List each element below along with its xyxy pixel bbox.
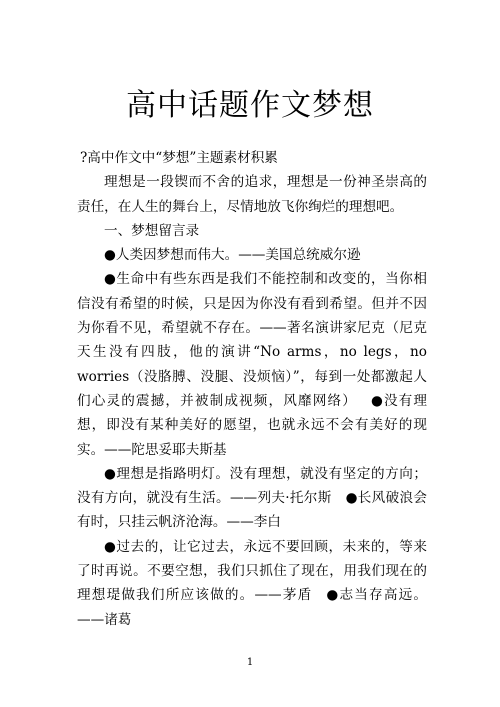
- quote-item-6: ●过去的，让它过去，永远不要回顾，未来的，等来了时再说。不要空想，我们只抓住了现在，用我们现在的理想瑅做我们所应该做的。——茅盾: [77, 538, 427, 604]
- document-body: [77, 146, 427, 632]
- quote-paragraph: [77, 462, 427, 535]
- page-number: 1: [246, 657, 254, 668]
- section-heading: 一、梦想留言录: [104, 222, 200, 239]
- quote-item-1: ●人类因梦想而伟大。——美国总统威尔逊: [104, 247, 361, 264]
- document-title: 高中话题作文梦想: [126, 88, 374, 123]
- intro-paragraph: 理想是一段锲而不舍的追求，理想是一份神圣崇高的责任，在人生的舞台上，尽情地放飞你绚烂的理想吧。: [77, 174, 427, 215]
- quote-paragraph: [77, 535, 427, 632]
- quote-item-7: ●志当存高远。——诸葛: [77, 587, 427, 628]
- quote-item-5: ●长风破浪会有时，只挂云帆济沧海。——李白: [77, 490, 427, 531]
- quote-item-2: ●生命中有些东西是我们不能控制和改变的，当你相信没有希望的时候，只是因为你没有看到希望。但并不因为你看不见，希望就不存在。——著名演讲家尼克（尼克天生没有四肢，他的演讲“No arms，no legs，no worries（没胳膊、没腿、没烦恼）”，每到一处都激起人们心灵的震撼，并被制成视频，风靡网络）: [77, 271, 427, 409]
- subtitle: ?高中作文中“梦想”主题素材积累: [80, 150, 278, 166]
- quote-item-4: ●理想是指路明灯。没有理想，就没有坚定的方向；没有方向，就没有生活。——列夫·托尔斯: [77, 465, 427, 507]
- quote-item-3: ●没有理想，即没有某种美好的愿望，也就永远不会有美好的现实。——陀思妥耶夫斯基: [77, 392, 427, 458]
- quote-paragraph: [77, 267, 427, 461]
